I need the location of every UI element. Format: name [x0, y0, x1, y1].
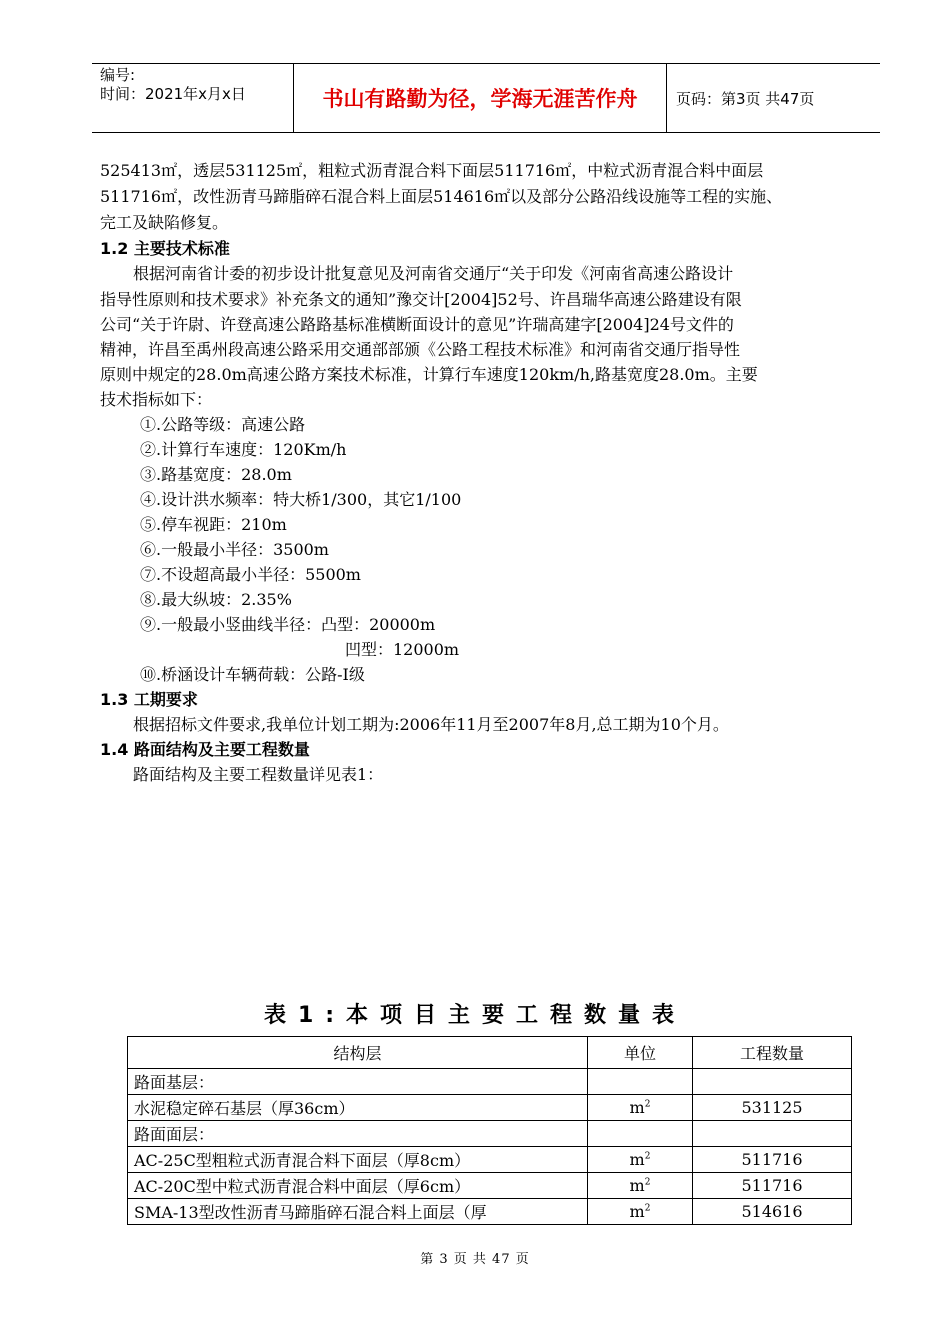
- paragraph-line: 根据河南省计委的初步设计批复意见及河南省交通厅“关于印发《河南省高速公路设计: [133, 264, 734, 283]
- table-row: [128, 1147, 852, 1173]
- table-cell: SMA-13型改性沥青马蹄脂碎石混合料上面层（厚: [128, 1199, 588, 1225]
- quantity-table: [127, 1036, 852, 1225]
- paragraph-line: 525413㎡，透层531125㎡，粗粒式沥青混合料下面层511716㎡，中粒式沥青混合料中面层: [100, 161, 764, 180]
- paragraph-line: 技术指标如下：: [100, 390, 213, 409]
- table-title: 表1:本项目主要工程数量表: [263, 1003, 687, 1028]
- page-footer: 第 3 页 共 47 页: [420, 1252, 530, 1267]
- spec-item: ④.设计洪水频率：特大桥1/300，其它1/100: [140, 490, 462, 509]
- table-cell: [588, 1121, 693, 1147]
- table-cell: 531125: [693, 1095, 852, 1121]
- unit-superscript: 2: [644, 1177, 651, 1188]
- table-cell: [588, 1173, 693, 1199]
- table-cell: 511716: [693, 1147, 852, 1173]
- table-cell: [693, 1069, 852, 1095]
- table-row: [128, 1095, 852, 1121]
- unit-superscript: 2: [644, 1099, 651, 1110]
- unit-text: m: [629, 1150, 645, 1169]
- header-page-label: 页码：第3页 共47页: [676, 89, 815, 108]
- table-row: [128, 1199, 852, 1225]
- table-cell: 511716: [693, 1173, 852, 1199]
- paragraph-line: 完工及缺陷修复。: [100, 213, 229, 232]
- paragraph-line: 指导性原则和技术要求》补充条文的通知”豫交计[2004]52号、许昌瑞华高速公路建设有限: [100, 290, 742, 309]
- serial-label: 编号:: [100, 66, 136, 84]
- table-cell: 路面面层：: [128, 1121, 588, 1147]
- unit-text: m: [629, 1202, 645, 1221]
- paragraph-line: 根据招标文件要求,我单位计划工期为:2006年11月至2007年8月,总工期为10个月。: [133, 715, 729, 734]
- column-header: 结构层: [128, 1037, 588, 1069]
- table-cell: [588, 1147, 693, 1173]
- paragraph-line: 原则中规定的28.0m高速公路方案技术标准，计算行车速度120km/h,路基宽度28.0m。主要: [100, 365, 758, 384]
- spec-item: ③.路基宽度：28.0m: [140, 465, 292, 484]
- section-heading: 1.3 工期要求: [100, 690, 198, 709]
- table-cell: [588, 1199, 693, 1225]
- spec-item: ⑧.最大纵坡：2.35%: [140, 590, 292, 609]
- paragraph-line: 精神，许昌至禹州段高速公路采用交通部部颁《公路工程技术标准》和河南省交通厅指导性: [100, 340, 741, 359]
- header-left: [100, 66, 246, 104]
- column-header: 单位: [588, 1037, 693, 1069]
- table-row: [128, 1069, 852, 1095]
- header-divider: [666, 64, 667, 132]
- table-cell: [588, 1095, 693, 1121]
- table-cell: 水泥稳定碎石基层（厚36cm）: [128, 1095, 588, 1121]
- spec-item: ⑩.桥涵设计车辆荷载：公路-Ⅰ级: [140, 665, 365, 684]
- spec-item: ⑨.一般最小竖曲线半径：凸型：20000m: [140, 615, 436, 634]
- paragraph-line: 公司“关于许尉、许登高速公路路基标准横断面设计的意见”许瑞高建字[2004]24号文件的: [100, 315, 734, 334]
- spec-item-continuation: 凹型：12000m: [345, 640, 460, 659]
- spec-item: ①.公路等级：高速公路: [140, 415, 306, 434]
- unit-text: m: [629, 1098, 645, 1117]
- paragraph-line: 路面结构及主要工程数量详见表1：: [133, 765, 384, 784]
- table-cell: [693, 1121, 852, 1147]
- unit-superscript: 2: [644, 1203, 651, 1214]
- unit-superscript: 2: [644, 1151, 651, 1162]
- unit-text: m: [629, 1176, 645, 1195]
- section-heading: 1.2 主要技术标准: [100, 239, 230, 258]
- spec-item: ②.计算行车速度：120Km/h: [140, 440, 347, 459]
- table-cell: 514616: [693, 1199, 852, 1225]
- table-cell: 路面基层：: [128, 1069, 588, 1095]
- spec-item: ⑦.不设超高最小半径：5500m: [140, 565, 361, 584]
- paragraph-line: 511716㎡，改性沥青马蹄脂碎石混合料上面层514616㎡以及部分公路沿线设施等工程的实施、: [100, 187, 783, 206]
- table-cell: AC-20C型中粒式沥青混合料中面层（厚6cm）: [128, 1173, 588, 1199]
- spec-item: ⑤.停车视距：210m: [140, 515, 287, 534]
- table-row: [128, 1121, 852, 1147]
- table-cell: [588, 1069, 693, 1095]
- header-slogan: 书山有路勤为径，学海无涯苦作舟: [322, 87, 638, 111]
- spec-item: ⑥.一般最小半径：3500m: [140, 540, 329, 559]
- section-heading: 1.4 路面结构及主要工程数量: [100, 740, 310, 759]
- table-cell: AC-25C型粗粒式沥青混合料下面层（厚8cm）: [128, 1147, 588, 1173]
- page-header: [92, 63, 880, 133]
- column-header: 工程数量: [693, 1037, 852, 1069]
- table-row: [128, 1173, 852, 1199]
- table-header-row: [128, 1037, 852, 1069]
- time-label: 时间：2021年x月x日: [100, 85, 246, 103]
